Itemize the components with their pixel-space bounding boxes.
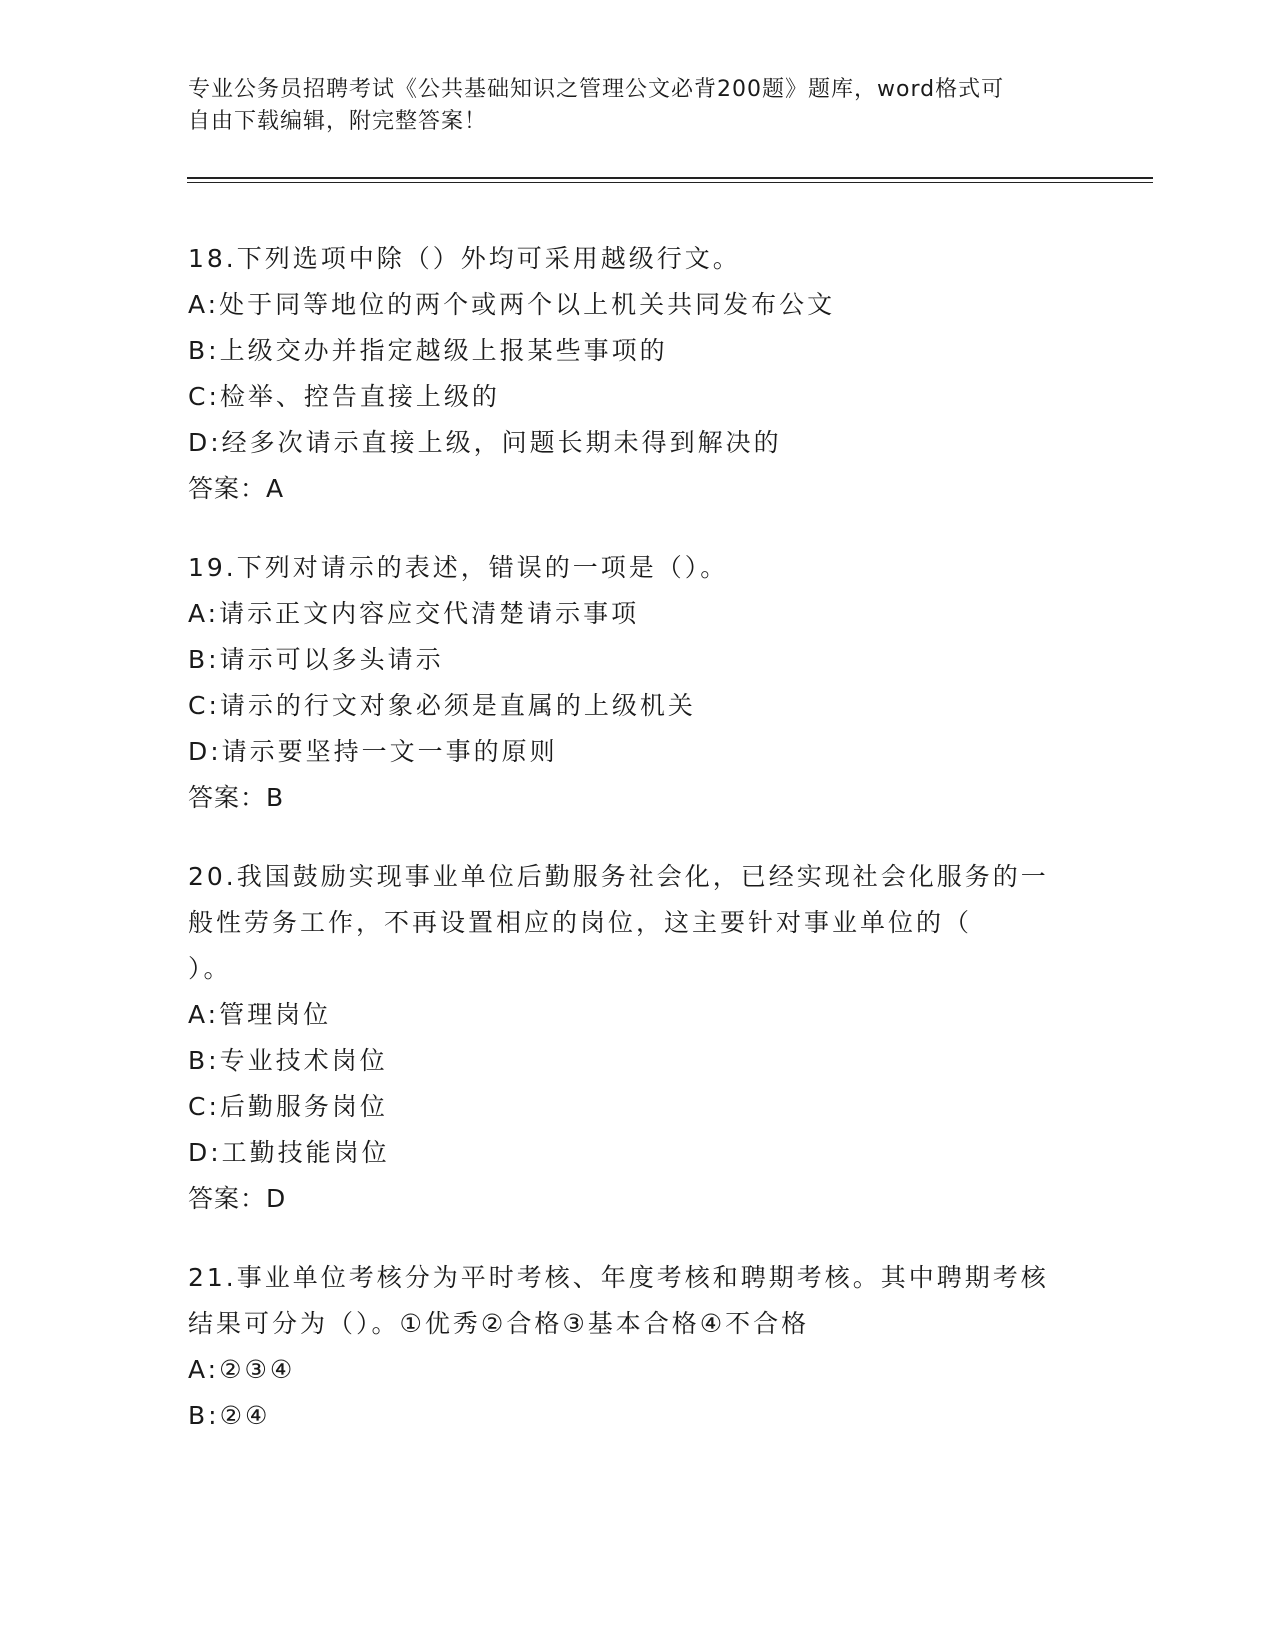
question-18 [188,236,1088,512]
question-21 [188,1255,1088,1439]
answer: 答案：B [188,783,285,812]
answer: 答案：A [188,474,285,503]
option-b: B:②④ [188,1401,271,1430]
option-a: A:管理岗位 [188,1000,332,1029]
question-text: 19.下列对请示的表述，错误的一项是（）。 [188,553,729,582]
document-header [188,74,1088,138]
question-text-line-1: 21.事业单位考核分为平时考核、年度考核和聘期考核。其中聘期考核 [188,1263,1049,1292]
question-20 [188,854,1088,1222]
question-19 [188,545,1088,821]
option-a: A:请示正文内容应交代清楚请示事项 [188,599,640,628]
header-divider-thin [187,182,1153,183]
question-text-line-3: ）。 [188,954,232,983]
option-a: A:②③④ [188,1355,296,1384]
option-c: C:后勤服务岗位 [188,1092,388,1121]
question-text-line-2: 般性劳务工作，不再设置相应的岗位，这主要针对事业单位的（ [188,908,973,937]
option-b: B:请示可以多头请示 [188,645,444,674]
option-d: D:请示要坚持一文一事的原则 [188,737,558,766]
question-text: 18.下列选项中除（）外均可采用越级行文。 [188,244,741,273]
option-b: B:专业技术岗位 [188,1046,388,1075]
question-text-line-1: 20.我国鼓励实现事业单位后勤服务社会化，已经实现社会化服务的一 [188,862,1049,891]
option-d: D:经多次请示直接上级，问题长期未得到解决的 [188,428,782,457]
header-line-1: 专业公务员招聘考试《公共基础知识之管理公文必背200题》题库，word格式可 [188,77,1005,102]
option-b: B:上级交办并指定越级上报某些事项的 [188,336,668,365]
header-line-2: 自由下载编辑，附完整答案！ [188,109,488,134]
question-text-line-2: 结果可分为（）。①优秀②合格③基本合格④不合格 [188,1309,810,1338]
option-c: C:请示的行文对象必须是直属的上级机关 [188,691,696,720]
option-a: A:处于同等地位的两个或两个以上机关共同发布公文 [188,290,836,319]
header-divider-thick [187,177,1153,179]
question-list [188,236,1088,1472]
option-d: D:工勤技能岗位 [188,1138,390,1167]
option-c: C:检举、控告直接上级的 [188,382,500,411]
answer: 答案：D [188,1184,287,1213]
